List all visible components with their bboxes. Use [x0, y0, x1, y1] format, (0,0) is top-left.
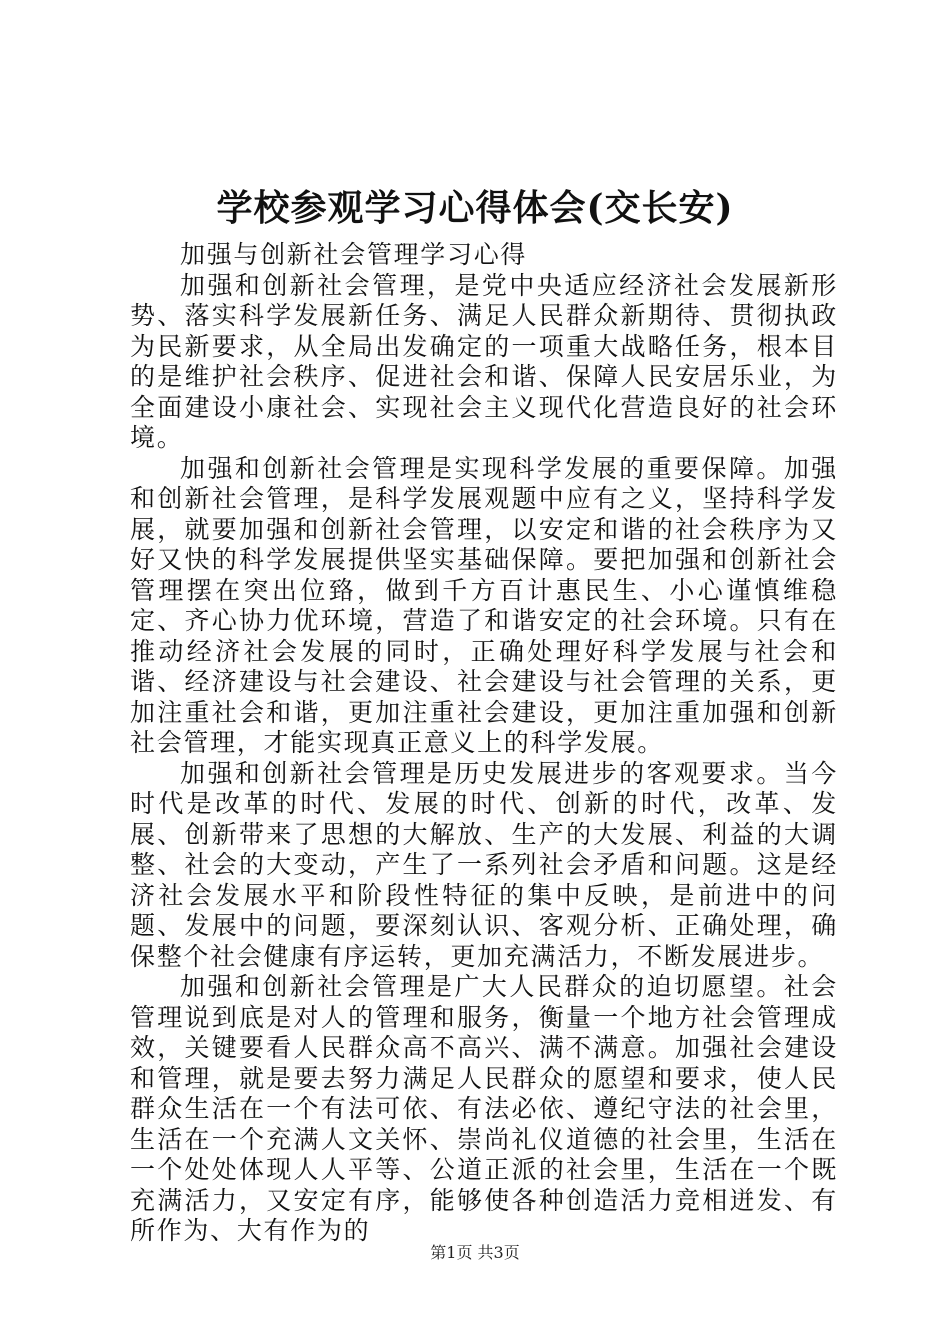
document-body: [130, 240, 838, 1247]
paragraph-3: 加强和创新社会管理是历史发展进步的客观要求。当今时代是改革的时代、发展的时代、创新的时代，改革、发展、创新带来了思想的大解放、生产的大发展、利益的大调整、社会的大变动，产生了一系列社会矛盾和问题。这是经济社会发展水平和阶段性特征的集中反映，是前进中的问题、发展中的问题，要深刻认识、客观分析、正确处理，确保整个社会健康有序运转，更加充满活力，不断发展进步。: [130, 758, 838, 971]
paragraph-2: 加强和创新社会管理是实现科学发展的重要保障。加强和创新社会管理，是科学发展观题中应有之义，坚持科学发展，就要加强和创新社会管理，以安定和谐的社会秩序为又好又快的科学发展提供坚实基础保障。要把加强和创新社会管理摆在突出位臵，做到千方百计惠民生、小心谨慎维稳定、齐心协力优环境，营造了和谐安定的社会环境。只有在推动经济社会发展的同时，正确处理好科学发展与社会和谐、经济建设与社会建设、社会建设与社会管理的关系，更加注重社会和谐，更加注重社会建设，更加注重加强和创新社会管理，才能实现真正意义上的科学发展。: [130, 453, 838, 757]
page-footer: 第1页 共3页: [430, 1243, 520, 1262]
document-subtitle: 加强与创新社会管理学习心得: [180, 240, 528, 269]
document-title: 学校参观学习心得体会(交长安): [216, 187, 734, 229]
paragraph-4: 加强和创新社会管理是广大人民群众的迫切愿望。社会管理说到底是对人的管理和服务，衡量一个地方社会管理成效，关键要看人民群众高不高兴、满不满意。加强社会建设和管理，就是要去努力满足人民群众的愿望和要求，使人民群众生活在一个有法可依、有法必依、遵纪守法的社会里，生活在一个充满人文关怀、崇尚礼仪道德的社会里，生活在一个处处体现人人平等、公道正派的社会里，生活在一个既充满活力，又安定有序，能够使各种创造活力竞相迸发、有所作为、大有作为的: [130, 972, 838, 1245]
paragraph-1: 加强和创新社会管理，是党中央适应经济社会发展新形势、落实科学发展新任务、满足人民群众新期待、贯彻执政为民新要求，从全局出发确定的一项重大战略任务，根本目的是维护社会秩序、促进社会和谐、保障人民安居乐业，为全面建设小康社会、实现社会主义现代化营造良好的社会环境。: [130, 270, 838, 452]
